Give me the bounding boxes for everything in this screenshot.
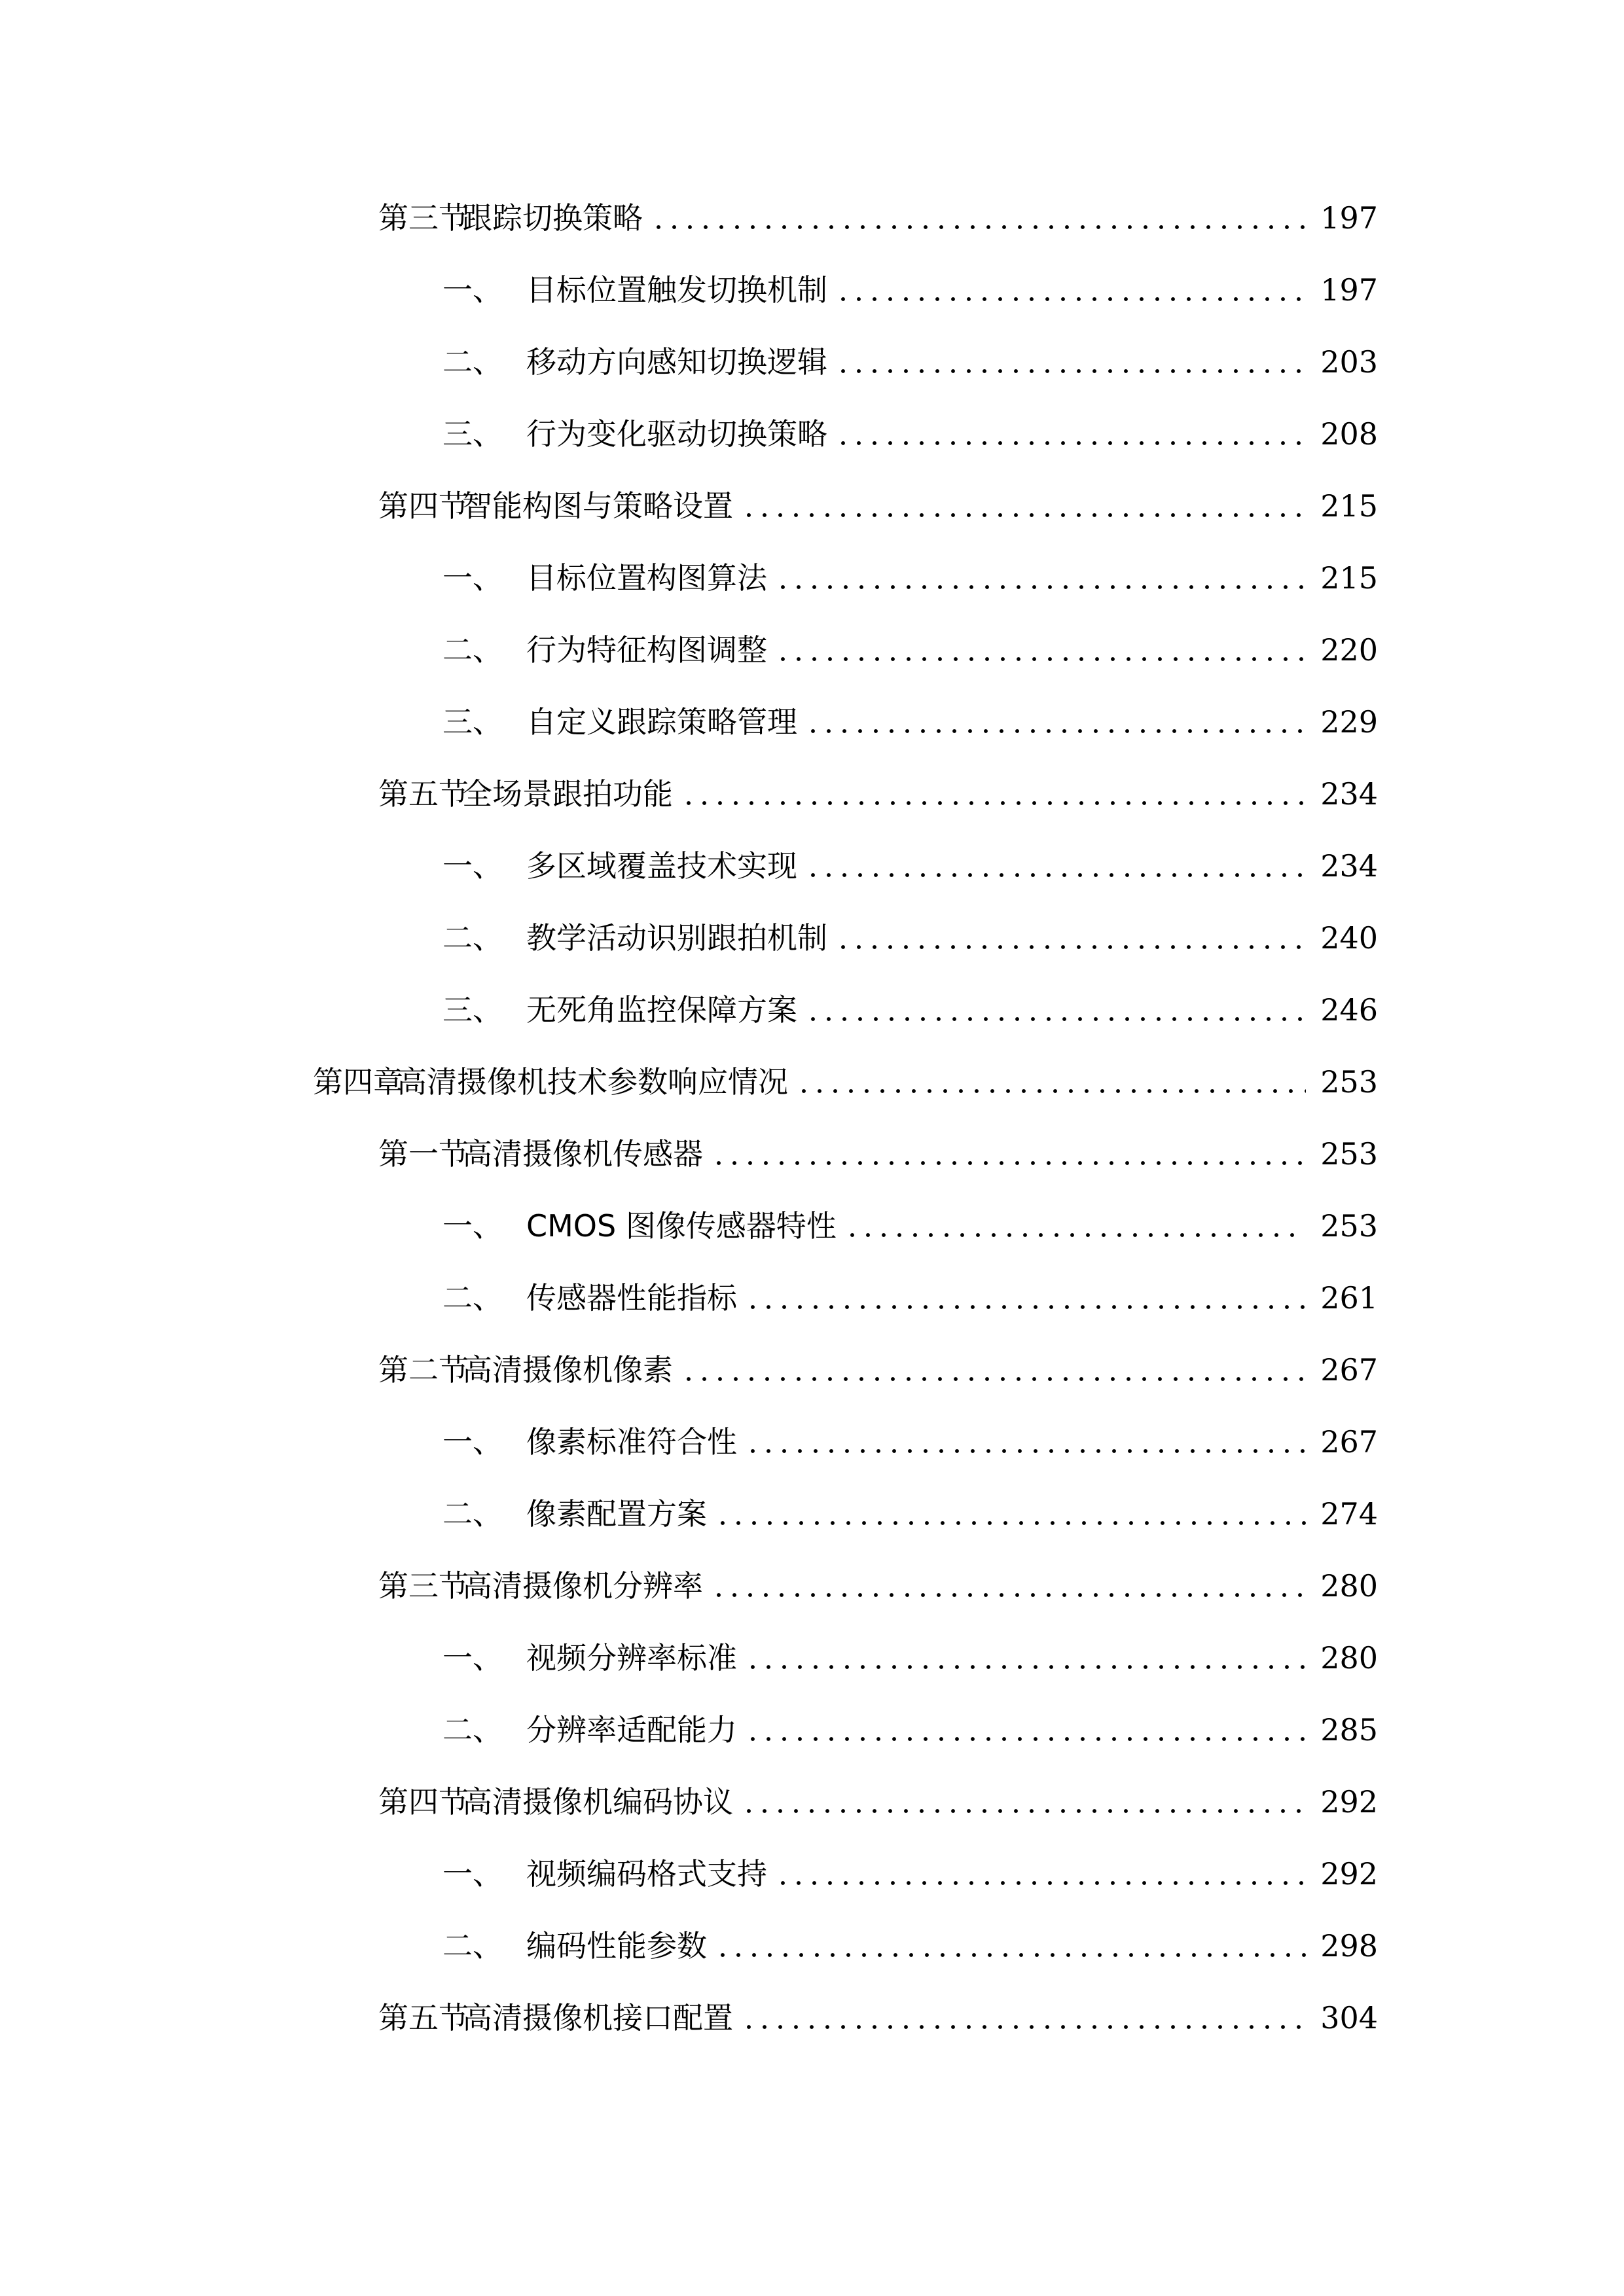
toc-entry[interactable] (378, 1779, 1378, 1825)
toc-entry-number: 一、 (442, 848, 503, 884)
dot-leader (711, 1131, 1306, 1177)
toc-entry-page: 274 (1320, 1496, 1378, 1532)
dot-leader (681, 1347, 1306, 1393)
toc-entry-number: 第四章 (313, 1064, 403, 1100)
toc-entry-number: 三、 (442, 704, 503, 740)
toc-entry-title: 像素标准符合性 (526, 1424, 737, 1460)
toc-entry[interactable] (378, 1347, 1378, 1393)
toc-entry-number: 二、 (442, 1496, 503, 1532)
toc-entry-page: 246 (1320, 992, 1378, 1028)
toc-entry-number: 二、 (442, 632, 503, 668)
toc-entry-page: 253 (1320, 1136, 1378, 1172)
toc-entry-page: 253 (1320, 1064, 1378, 1100)
toc-entry-title: 智能构图与策略设置 (462, 488, 733, 524)
toc-entry-page: 304 (1320, 2000, 1378, 2036)
toc-entry-page: 240 (1320, 920, 1378, 956)
dot-leader (805, 699, 1306, 745)
dot-leader (745, 1419, 1306, 1465)
toc-entry-title: 目标位置构图算法 (526, 560, 767, 596)
dot-leader (715, 1923, 1306, 1969)
dot-leader (835, 915, 1306, 961)
toc-entry-number: 一、 (442, 1424, 503, 1460)
dot-leader (805, 843, 1306, 889)
toc-entry-title: 目标位置触发切换机制 (526, 272, 827, 308)
toc-entry[interactable] (442, 1491, 1378, 1537)
toc-entry[interactable] (442, 1203, 1378, 1249)
dot-leader (796, 1059, 1306, 1105)
toc-entry-number: 第四节 (378, 1784, 469, 1820)
toc-entry-page: 203 (1320, 344, 1378, 380)
toc-entry[interactable] (442, 699, 1378, 745)
toc-entry[interactable] (442, 1923, 1378, 1969)
toc-entry-title: 视频编码格式支持 (526, 1856, 767, 1892)
toc-entry-title: 自定义跟踪策略管理 (526, 704, 797, 740)
toc-entry[interactable] (442, 555, 1378, 601)
toc-entry-number: 三、 (442, 416, 503, 452)
dot-leader (775, 1851, 1306, 1897)
toc-entry-page: 220 (1320, 632, 1378, 668)
dot-leader (715, 1491, 1306, 1537)
toc-entry-number: 第五节 (378, 2000, 469, 2036)
toc-entry-page: 215 (1320, 560, 1378, 596)
toc-entry-number: 第三节 (378, 1568, 469, 1604)
dot-leader (835, 267, 1306, 313)
toc-entry[interactable] (378, 1131, 1378, 1177)
toc-entry[interactable] (442, 267, 1378, 313)
toc-entry-title: 多区域覆盖技术实现 (526, 848, 797, 884)
toc-entry-number: 第五节 (378, 776, 469, 812)
toc-entry[interactable] (378, 1995, 1378, 2041)
toc-entry-title: 高清摄像机技术参数响应情况 (397, 1064, 788, 1100)
toc-entry[interactable] (378, 483, 1378, 529)
dot-leader (835, 339, 1306, 385)
toc-entry-title: 分辨率适配能力 (526, 1712, 737, 1748)
toc-entry[interactable] (442, 1419, 1378, 1465)
toc-entry-page: 208 (1320, 416, 1378, 452)
dot-leader (745, 1707, 1306, 1753)
toc-entry-number: 第二节 (378, 1352, 469, 1388)
dot-leader (681, 771, 1306, 817)
dot-leader (775, 555, 1306, 601)
toc-entry-number: 一、 (442, 1208, 503, 1244)
toc-entry-title: 跟踪切换策略 (462, 200, 643, 236)
toc-entry-title: 高清摄像机分辨率 (462, 1568, 703, 1604)
toc-entry[interactable] (442, 1707, 1378, 1753)
dot-leader (805, 987, 1306, 1033)
dot-leader (745, 1275, 1306, 1321)
toc-entry-number: 三、 (442, 992, 503, 1028)
toc-entry[interactable] (442, 339, 1378, 385)
toc-entry-number: 第一节 (378, 1136, 469, 1172)
toc-entry-page: 267 (1320, 1424, 1378, 1460)
toc-entry-page: 285 (1320, 1712, 1378, 1748)
toc-entry-page: 261 (1320, 1280, 1378, 1316)
toc-entry-title: CMOS 图像传感器特性 (526, 1208, 837, 1244)
toc-entry-page: 215 (1320, 488, 1378, 524)
toc-entry-number: 二、 (442, 1280, 503, 1316)
toc-entry-number: 第四节 (378, 488, 469, 524)
toc-entry[interactable] (442, 1851, 1378, 1897)
toc-entry[interactable] (442, 987, 1378, 1033)
toc-entry[interactable] (442, 843, 1378, 889)
toc-entry-number: 二、 (442, 1928, 503, 1964)
toc-entry-title: 视频分辨率标准 (526, 1640, 737, 1676)
toc-entry-title: 高清摄像机接口配置 (462, 2000, 733, 2036)
toc-entry[interactable] (442, 627, 1378, 673)
toc-entry-page: 234 (1320, 776, 1378, 812)
toc-entry-page: 292 (1320, 1784, 1378, 1820)
toc-entry[interactable] (442, 915, 1378, 961)
toc-entry[interactable] (378, 771, 1378, 817)
toc-entry-page: 280 (1320, 1568, 1378, 1604)
toc-entry-page: 229 (1320, 704, 1378, 740)
toc-entry-title: 移动方向感知切换逻辑 (526, 344, 827, 380)
dot-leader (741, 1779, 1306, 1825)
toc-entry-page: 292 (1320, 1856, 1378, 1892)
toc-entry-number: 二、 (442, 344, 503, 380)
toc-entry-title: 像素配置方案 (526, 1496, 707, 1532)
toc-entry[interactable] (442, 1275, 1378, 1321)
toc-entry-title: 高清摄像机传感器 (462, 1136, 703, 1172)
toc-entry-page: 253 (1320, 1208, 1378, 1244)
toc-entry-title: 高清摄像机像素 (462, 1352, 673, 1388)
toc-entry-number: 二、 (442, 1712, 503, 1748)
toc-entry-page: 267 (1320, 1352, 1378, 1388)
toc-entry-page: 280 (1320, 1640, 1378, 1676)
dot-leader (745, 1635, 1306, 1681)
toc-entry-number: 第三节 (378, 200, 469, 236)
toc-entry-title: 教学活动识别跟拍机制 (526, 920, 827, 956)
dot-leader (775, 627, 1306, 673)
toc-entry-page: 234 (1320, 848, 1378, 884)
toc-entry[interactable] (442, 1635, 1378, 1681)
toc-entry-number: 一、 (442, 1856, 503, 1892)
toc-entry-page: 298 (1320, 1928, 1378, 1964)
dot-leader (741, 1995, 1306, 2041)
toc-entry-title: 全场景跟拍功能 (462, 776, 673, 812)
toc-entry-number: 一、 (442, 272, 503, 308)
dot-leader (741, 483, 1306, 529)
toc-entry-page: 197 (1320, 272, 1378, 308)
toc-entry-page: 197 (1320, 200, 1378, 236)
toc-entry[interactable] (378, 195, 1378, 241)
toc-entry[interactable] (378, 1563, 1378, 1609)
toc-entry-title: 无死角监控保障方案 (526, 992, 797, 1028)
toc-entry-number: 一、 (442, 1640, 503, 1676)
toc-entry-title: 传感器性能指标 (526, 1280, 737, 1316)
toc-entry-number: 一、 (442, 560, 503, 596)
toc-entry-title: 编码性能参数 (526, 1928, 707, 1964)
toc-entry-number: 二、 (442, 920, 503, 956)
toc-entry-title: 行为变化驱动切换策略 (526, 416, 827, 452)
dot-leader (844, 1203, 1306, 1249)
toc-entry[interactable] (442, 411, 1378, 457)
toc-entry-title: 高清摄像机编码协议 (462, 1784, 733, 1820)
dot-leader (711, 1563, 1306, 1609)
dot-leader (835, 411, 1306, 457)
toc-entry-title: 行为特征构图调整 (526, 632, 767, 668)
toc-entry[interactable] (313, 1059, 1378, 1105)
dot-leader (651, 195, 1306, 241)
